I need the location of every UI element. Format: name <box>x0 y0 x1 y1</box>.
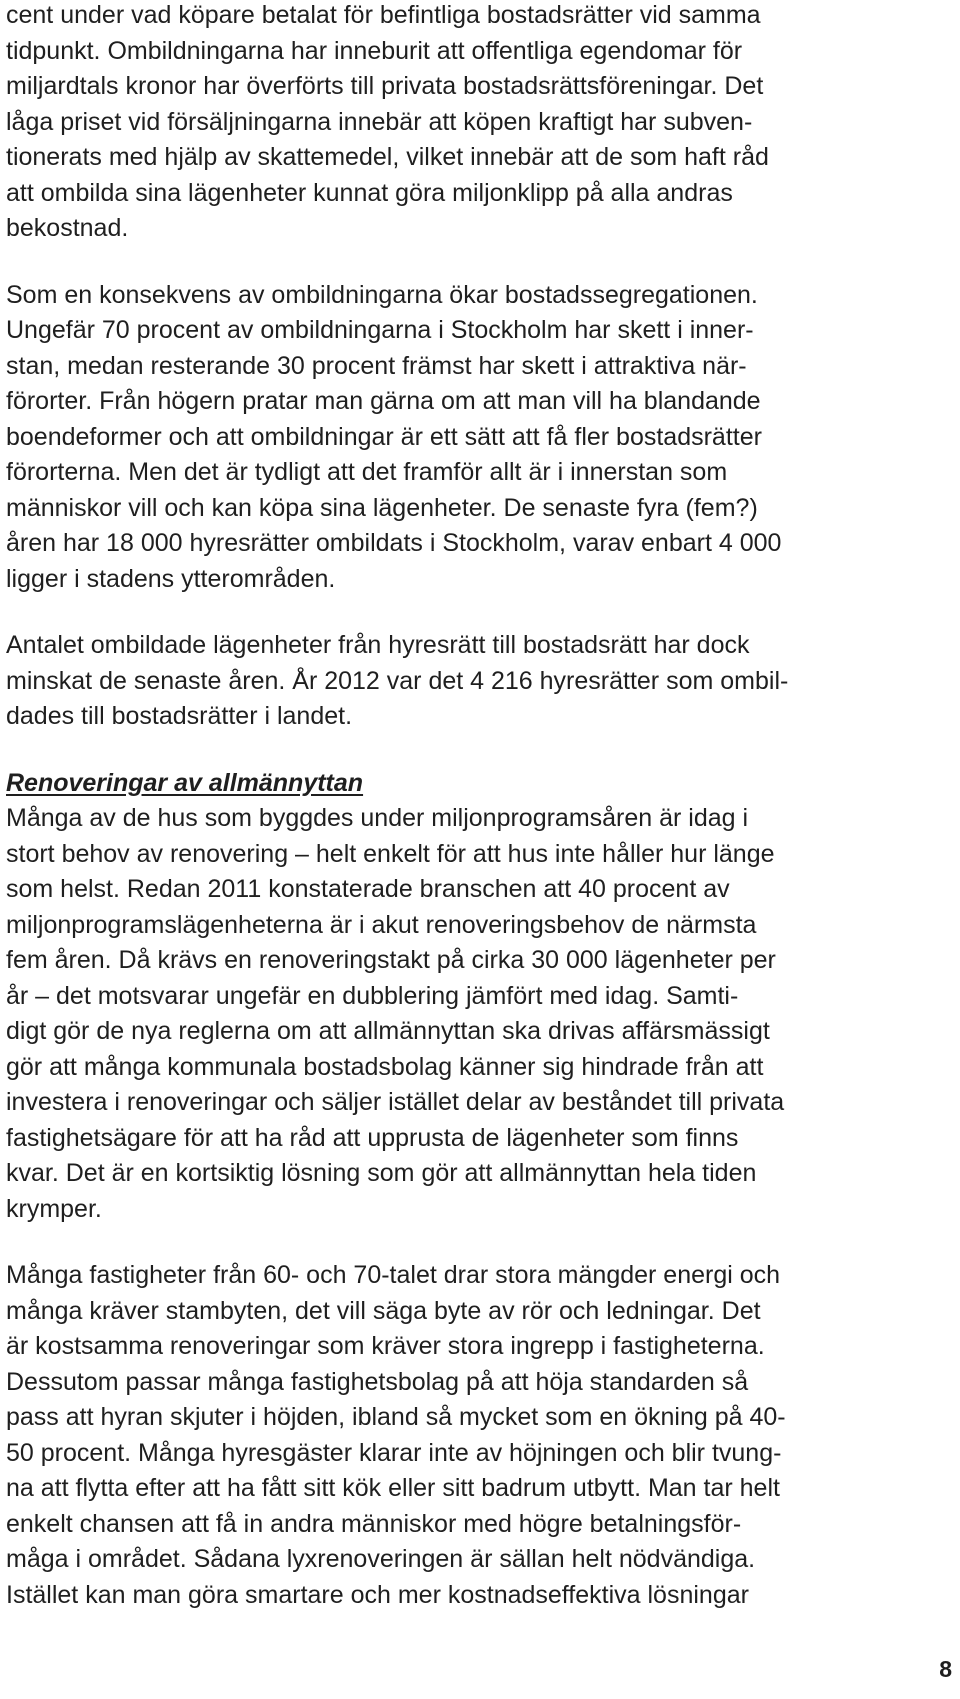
text-line: förorter. Från högern pratar man gärna om att man vill ha blandande <box>6 387 761 415</box>
text-line: 50 procent. Många hyresgäster klarar inte av höjningen och blir tvung- <box>6 1438 782 1467</box>
document-page <box>6 0 946 1613</box>
text-line: enkelt chansen att få in andra människor med högre betalningsför- <box>6 1509 742 1538</box>
text-line: Ungefär 70 procent av ombildningarna i Stockholm har skett i inner- <box>6 316 754 344</box>
text-line: år – det motsvarar ungefär en dubblering jämfört med idag. Samti- <box>6 981 739 1010</box>
text-line: miljardtals kronor har överförts till privata bostadsrättsföreningar. Det <box>6 72 764 100</box>
text-line: na att flytta efter att ha fått sitt kök eller sitt badrum utbytt. Man tar helt <box>6 1474 780 1502</box>
paragraph-gap <box>6 1227 946 1258</box>
paragraph-segregation <box>6 278 946 598</box>
section-renoveringar <box>6 766 946 1228</box>
text-line: boendeformer och att ombildningar är ett sätt att få fler bostadsrätter <box>6 422 762 451</box>
text-line: cent under vad köpare betalat för befintliga bostadsrätter vid samma <box>6 1 761 29</box>
text-line: Dessutom passar många fastighetsbolag på att höja standarden så <box>6 1367 749 1396</box>
paragraph-gap <box>6 247 946 278</box>
section-heading: Renoveringar av allmännyttan <box>6 768 364 797</box>
text-line: många kräver stambyten, det vill säga byte av rör och ledningar. Det <box>6 1296 761 1325</box>
text-line: stort behov av renovering – helt enkelt för att hus inte håller hur länge <box>6 839 775 868</box>
paragraph-antal-ombildade <box>6 628 946 735</box>
page-number: 8 <box>939 1656 952 1682</box>
text-line: pass att hyran skjuter i höjden, ibland så mycket som en ökning på 40- <box>6 1403 786 1431</box>
text-line: tionerats med hjälp av skattemedel, vilket innebär att de som haft råd <box>6 143 769 171</box>
paragraph-ombildning-pris <box>6 0 946 247</box>
text-line: som helst. Redan 2011 konstaterade branschen att 40 procent av <box>6 875 730 903</box>
text-line: åren har 18 000 hyresrätter ombildats i Stockholm, varav enbart 4 000 <box>6 529 782 557</box>
text-line: dades till bostadsrätter i landet. <box>6 702 353 730</box>
text-line: Antalet ombildade lägenheter från hyresrätt till bostadsrätt har dock <box>6 631 750 659</box>
text-line: ligger i stadens ytterområden. <box>6 564 336 593</box>
text-line: Många av de hus som byggdes under miljonprogramsåren är idag i <box>6 804 749 832</box>
text-line: är kostsamma renoveringar som kräver stora ingrepp i fastigheterna. <box>6 1332 765 1360</box>
paragraph-gap <box>6 735 946 766</box>
paragraph-energi-stambyten <box>6 1258 946 1613</box>
text-line: Istället kan man göra smartare och mer kostnadseffektiva lösningar <box>6 1580 749 1609</box>
text-line: minskat de senaste åren. År 2012 var det 4 216 hyresrätter som ombil- <box>6 666 789 695</box>
text-line: fem åren. Då krävs en renoveringstakt på cirka 30 000 lägenheter per <box>6 946 776 974</box>
text-line: krymper. <box>6 1194 102 1223</box>
text-line: miljonprogramslägenheterna är i akut renoveringsbehov de närmsta <box>6 910 757 939</box>
text-line: människor vill och kan köpa sina lägenheter. De senaste fyra (fem?) <box>6 493 758 522</box>
text-line: låga priset vid försäljningarna innebär att köpen kraftigt har subven- <box>6 107 753 136</box>
text-line: förorterna. Men det är tydligt att det framför allt är i innerstan som <box>6 458 728 486</box>
text-line: Som en konsekvens av ombildningarna ökar bostadssegregationen. <box>6 280 758 309</box>
text-line: måga i området. Sådana lyxrenoveringen är sällan helt nödvändiga. <box>6 1545 756 1573</box>
text-line: gör att många kommunala bostadsbolag känner sig hindrade från att <box>6 1052 764 1081</box>
text-line: bekostnad. <box>6 214 129 242</box>
text-line: fastighetsägare för att ha råd att upprusta de lägenheter som finns <box>6 1123 739 1152</box>
text-line: stan, medan resterande 30 procent främst har skett i attraktiva när- <box>6 351 747 380</box>
text-line: tidpunkt. Ombildningarna har inneburit att offentliga egendomar för <box>6 36 743 65</box>
text-line: digt gör de nya reglerna om att allmännyttan ska drivas affärsmässigt <box>6 1017 770 1045</box>
text-line: kvar. Det är en kortsiktig lösning som gör att allmännyttan hela tiden <box>6 1159 757 1187</box>
text-line: investera i renoveringar och säljer istället delar av beståndet till privata <box>6 1088 785 1116</box>
text-line: att ombilda sina lägenheter kunnat göra miljonklipp på alla andras <box>6 178 733 207</box>
paragraph-gap <box>6 597 946 628</box>
text-line: Många fastigheter från 60- och 70-talet drar stora mängder energi och <box>6 1261 781 1289</box>
